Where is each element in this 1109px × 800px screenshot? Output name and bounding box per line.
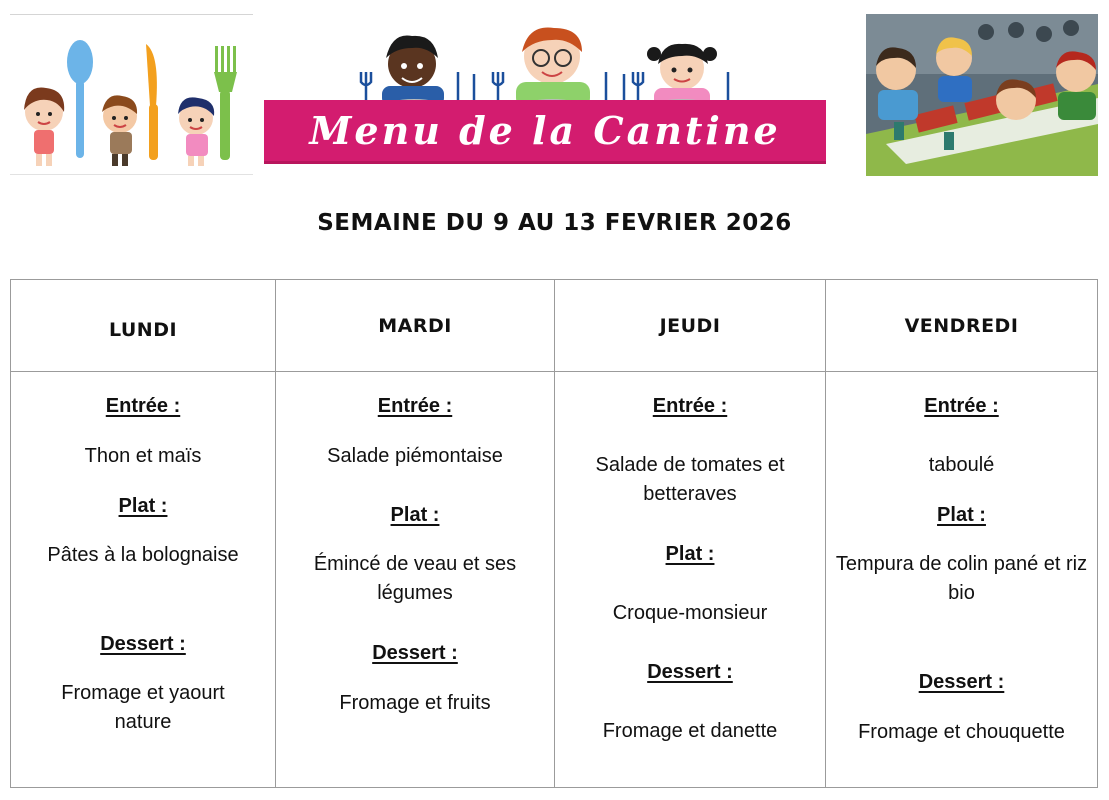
menu-cell-vendredi <box>826 372 1098 788</box>
page-header <box>0 0 1109 190</box>
menu-row <box>11 372 1098 788</box>
entree-dish: Thon et maïs <box>84 445 202 467</box>
menu-table <box>10 279 1098 788</box>
day-name: VENDREDI <box>904 315 1019 337</box>
kids-with-cutlery-illustration <box>10 14 253 176</box>
plat-label: Plat : <box>665 543 715 565</box>
dessert-dish: Fromage et fruits <box>339 692 491 714</box>
day-header-vendredi <box>826 280 1098 372</box>
banner-title-bar <box>264 100 826 164</box>
day-header-lundi <box>11 280 276 372</box>
day-name: LUNDI <box>108 319 178 341</box>
day-header-jeudi <box>555 280 826 372</box>
entree-dish: taboulé <box>928 454 995 476</box>
plat-label: Plat : <box>118 495 168 517</box>
entree-label: Entrée : <box>105 395 181 417</box>
plat-dish: Pâtes à la bolognaise <box>47 544 239 566</box>
week-title: SEMAINE DU 9 AU 13 FEVRIER 2026 <box>317 210 792 236</box>
dessert-dish: Fromage et chouquette <box>858 721 1065 743</box>
menu-banner <box>262 24 828 164</box>
banner-title: Menu de la Cantine <box>309 108 781 153</box>
plat-dish: Tempura de colin pané et riz bio <box>835 553 1088 604</box>
entree-label: Entrée : <box>924 395 999 417</box>
cutlery-kids-icon <box>10 14 253 176</box>
dessert-label: Dessert : <box>372 642 458 664</box>
dessert-dish: Fromage et danette <box>602 720 778 742</box>
plat-label: Plat : <box>390 504 440 526</box>
dessert-dish: Fromage et yaourt nature <box>61 682 225 733</box>
day-name: JEUDI <box>659 315 721 337</box>
kids-eating-in-cafeteria-photo <box>866 14 1098 176</box>
day-name: MARDI <box>378 315 452 337</box>
plat-dish: Émincé de veau et ses légumes <box>313 553 517 604</box>
day-header-row <box>11 280 1098 372</box>
entree-dish: Salade de tomates et betteraves <box>595 454 785 505</box>
entree-label: Entrée : <box>652 395 728 417</box>
plat-label: Plat : <box>937 504 986 526</box>
dessert-label: Dessert : <box>647 661 733 683</box>
entree-label: Entrée : <box>377 395 453 417</box>
cafeteria-icon <box>866 14 1098 176</box>
day-header-mardi <box>276 280 555 372</box>
menu-cell-jeudi <box>555 372 826 788</box>
menu-cell-mardi <box>276 372 555 788</box>
plat-dish: Croque-monsieur <box>612 602 768 624</box>
menu-cell-lundi <box>11 372 276 788</box>
dessert-label: Dessert : <box>918 671 1005 693</box>
entree-dish: Salade piémontaise <box>327 445 503 467</box>
dessert-label: Dessert : <box>100 633 186 655</box>
